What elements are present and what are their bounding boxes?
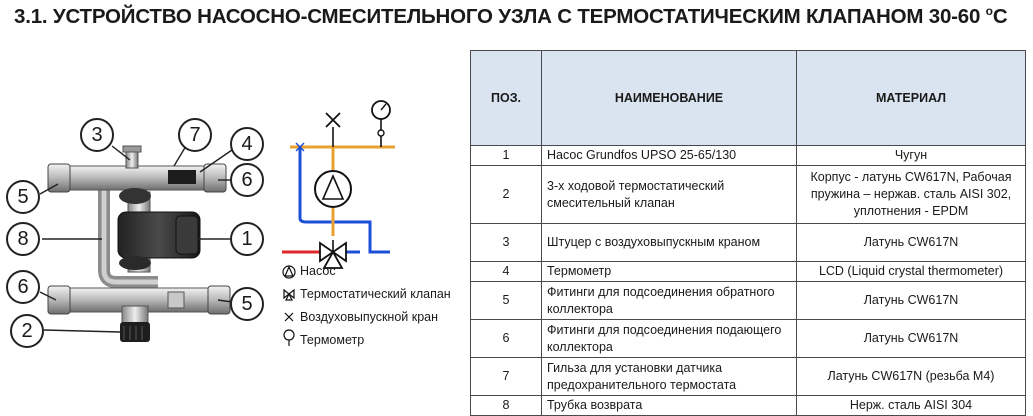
name-cell: Фитинги для подсоединения обратного коллектора <box>542 282 797 320</box>
table-row <box>471 358 1026 396</box>
material-cell: Латунь CW617N <box>797 320 1026 358</box>
pos-cell: 7 <box>471 358 542 396</box>
pos-cell: 5 <box>471 282 542 320</box>
legend-thermo-valve: Термостатический клапан <box>300 287 451 301</box>
legend-symbols <box>283 266 295 346</box>
callout-3: 3 <box>80 118 114 152</box>
specification-table <box>470 50 1026 416</box>
name-cell: Трубка возврата <box>542 396 797 416</box>
name-cell: Термометр <box>542 262 797 282</box>
page-title: 3.1. УСТРОЙСТВО НАСОСНО-СМЕСИТЕЛЬНОГО УЗЛА С ТЕРМОСТАТИЧЕСКИМ КЛАПАНОМ 30-60 $^о$С <box>14 4 1008 28</box>
material-cell: Корпус - латунь CW617N, Рабочая пружина – нержав. сталь AISI 302, уплотнения - EPDM <box>797 166 1026 224</box>
table-header-row <box>471 51 1026 146</box>
name-cell: Фитинги для подсоединения подающего коллектора <box>542 320 797 358</box>
callout-6: 6 <box>230 163 264 197</box>
header-material: МАТЕРИАЛ <box>797 51 1026 146</box>
pos-cell: 3 <box>471 224 542 262</box>
callout-8: 8 <box>6 222 40 256</box>
material-cell: Латунь CW617N <box>797 282 1026 320</box>
table-row <box>471 320 1026 358</box>
pos-cell: 8 <box>471 396 542 416</box>
callout-5: 5 <box>230 287 264 321</box>
legend-thermometer: Термометр <box>300 333 365 347</box>
name-cell: Штуцер с воздуховыпускным краном <box>542 224 797 262</box>
material-cell: LCD (Liquid crystal thermometer) <box>797 262 1026 282</box>
material-cell: Латунь CW617N <box>797 224 1026 262</box>
material-cell: Чугун <box>797 146 1026 166</box>
material-cell: Нерж. сталь AISI 304 <box>797 396 1026 416</box>
callout-7: 7 <box>178 118 212 152</box>
callout-2: 2 <box>10 314 44 348</box>
legend-pump: Насос <box>300 264 336 278</box>
name-cell: 3-х ходовой термостатический смесительный клапан <box>542 166 797 224</box>
pump-mixing-unit-illustration <box>0 0 470 406</box>
name-cell: Гильза для установки датчика предохранительного термостата <box>542 358 797 396</box>
name-cell: Насос Grundfos UPSO 25-65/130 <box>542 146 797 166</box>
table-row <box>471 146 1026 166</box>
table-row <box>471 282 1026 320</box>
callout-6: 6 <box>6 270 40 304</box>
header-pos: ПОЗ. <box>471 51 542 146</box>
material-cell: Латунь CW617N (резьба М4) <box>797 358 1026 396</box>
header-name: НАИМЕНОВАНИЕ <box>542 51 797 146</box>
table-row <box>471 166 1026 224</box>
table-row <box>471 262 1026 282</box>
pos-cell: 1 <box>471 146 542 166</box>
pos-cell: 2 <box>471 166 542 224</box>
callout-1: 1 <box>230 222 264 256</box>
callout-5: 5 <box>6 180 40 214</box>
pos-cell: 6 <box>471 320 542 358</box>
callout-4: 4 <box>230 127 264 161</box>
pos-cell: 4 <box>471 262 542 282</box>
table-row <box>471 224 1026 262</box>
flow-schematic <box>282 101 395 268</box>
legend-air-valve: Воздуховыпускной кран <box>300 310 439 324</box>
